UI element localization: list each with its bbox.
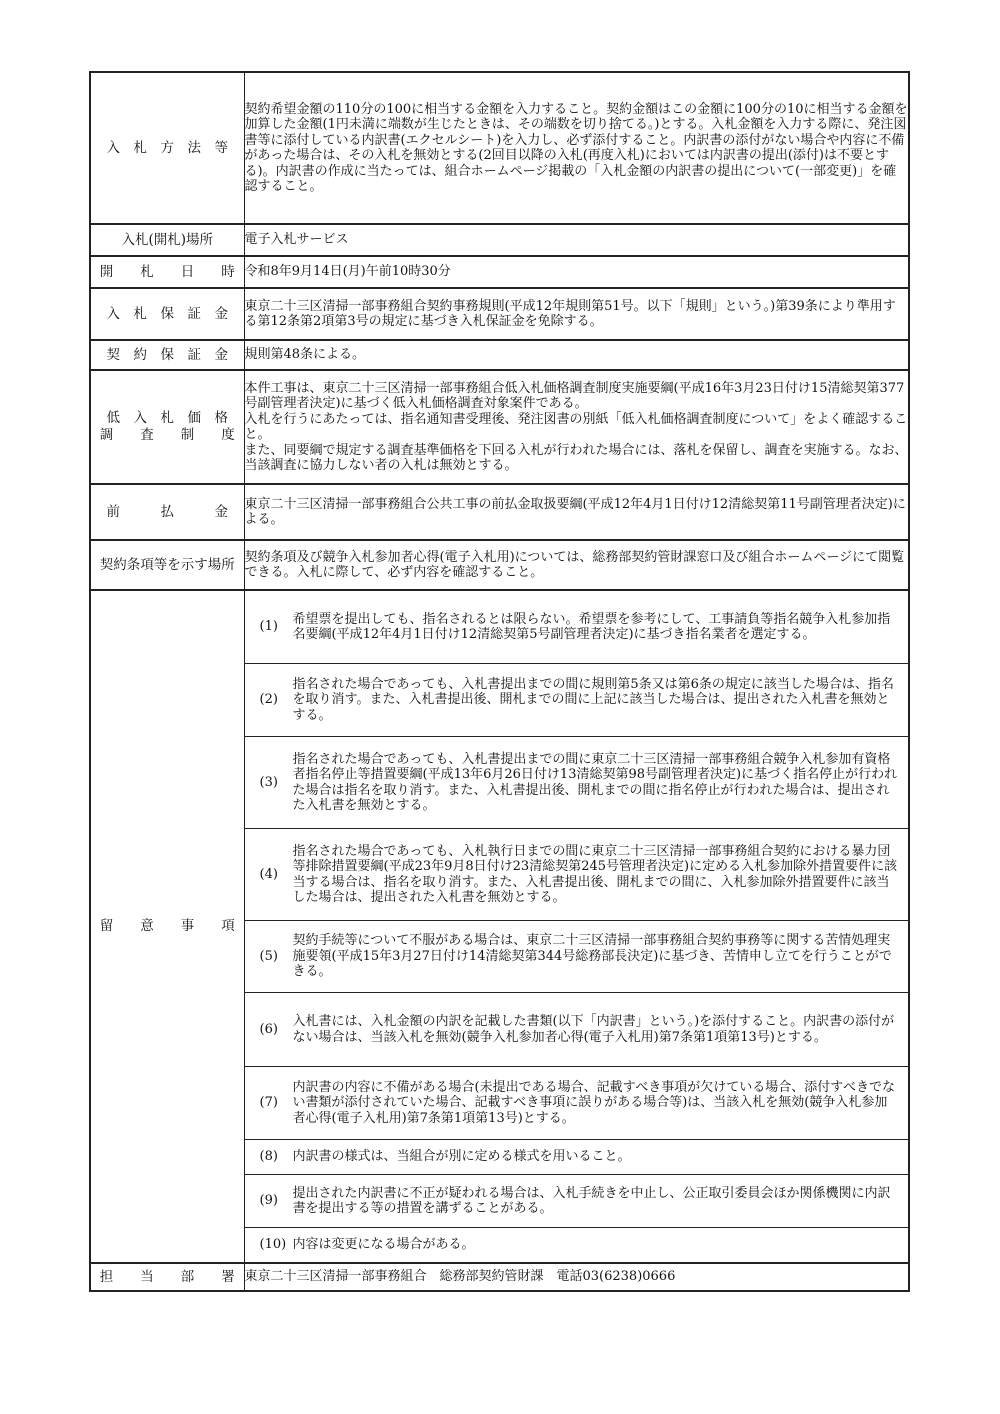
note-text: 内訳書の内容に不備がある場合(未提出である場合、記載すべき事項が欠けている場合、添付すべきでない書類が添付されていた場合、記載すべき事項に誤りがある場合等)は、当該入札を無効(競争入札参加者心得(電子入札用)第7条第1項第13号)とする。 [292,1079,896,1126]
text-contract-terms-location: 契約条項及び競争入札参加者心得(電子入札用)については、総務部契約管財課窓口及び組合ホームページにて閲覧できる。入札に際して、必ず内容を確認すること。 [244,540,909,590]
row-bid-bond [90,288,909,340]
note-text: 入札書には、入札金額の内訳を記載した書類(以下「内訳書」という。)を添付すること。内訳書の添付がない場合は、当該入札を無効(競争入札参加者心得(電子入札用)第7条第1項第13号)とする。 [292,1014,895,1045]
low-bid-survey-paragraph-1: 本件工事は、東京二十三区清掃一部事務組合低入札価格調査制度実施要綱(平成16年3月23日付け15清総契第377号副管理者決定)に基づく低入札価格調査対象案件である。 [244,380,905,411]
label-notes: 留 意 事 項 [90,590,244,1263]
text-bid-bond: 東京二十三区清掃一部事務組合契約事務規則(平成12年規則第51号。以下「規則」という。)第39条により準用する第12条第2項第3号の規定に基づき入札保証金を免除する。 [244,288,909,340]
row-bid-location [90,224,909,256]
note-item [245,1175,909,1228]
note-number: (2) [259,692,278,708]
low-bid-survey-paragraph-3: また、同要綱で規定する調査基準価格を下回る入札が行われた場合には、落札を保留し、調査を実施する。なお、当該調査に協力しない者の入札は無効とする。 [244,442,908,473]
note-number: (1) [259,619,278,635]
note-text: 希望票を提出しても、指名されるとは限らない。希望票を参考にして、工事請負等指名競争入札参加指名要綱(平成12年4月1日付け12清総契第5号副管理者決定)に基づき指名業者を選定する。 [292,611,891,642]
note-item [245,829,909,921]
text-bid-location: 電子入札サービス [244,224,909,256]
row-contact [90,1263,909,1291]
label-contract-bond: 契 約 保 証 金 [90,340,244,370]
row-contract-terms-location [90,540,909,590]
low-bid-survey-paragraph-2: 入札を行うにあたっては、指名通知書受理後、発注図書の別紙「低入札価格調査制度について」をよく確認すること。 [244,411,908,442]
note-item [245,737,909,829]
note-text: 契約手続等について不服がある場合は、東京二十三区清掃一部事務組合契約事務等に関する苦情処理実施要領(平成15年3月27日付け14清総契第344号総務部長決定)に基づき、苦情申し立てを行うことができる。 [292,933,892,980]
row-low-bid-survey [90,370,909,484]
text-low-bid-survey [244,370,909,484]
text-bidding-method: 契約希望金額の110分の100に相当する金額を入力すること。契約金額はこの金額に100分の10に相当する金額を加算した金額(1円未満に端数が生じたときは、その端数を切り捨てる。)とする。入札金額を入力する際に、発注図書等に添付している内訳書(エクセルシート)を入力し、必ず添付すること。内訳書の添付がない場合や内容に不備があった場合は、その入札を無効とする(2回目以降の入札(再度入札)においては内訳書の提出(添付)は不要とする)。内訳書の作成に当たっては、組合ホームページ掲載の「入札金額の内訳書の提出について(一部変更)」を確認すること。 [244,72,909,224]
note-item [245,1067,909,1140]
label-contact: 担 当 部 署 [90,1263,244,1291]
note-number: (8) [259,1149,278,1165]
note-number: (5) [259,948,278,964]
label-bid-bond: 入 札 保 証 金 [90,288,244,340]
note-item [245,1228,909,1263]
note-text: 指名された場合であっても、入札執行日までの間に東京二十三区清掃一部事務組合契約における暴力団等排除措置要綱(平成23年9月8日付け23清総契第245号管理者決定)に定める入札参加除外措置要件に該当する場合は、指名を取り消す。また、入札書提出後、開札までの間に、入札参加除外措置要件に該当した場合は、提出された入札書を無効とする。 [292,843,898,905]
label-advance-payment: 前 払 金 [90,484,244,540]
label-opening-datetime: 開 札 日 時 [90,256,244,288]
text-contract-bond: 規則第48条による。 [244,340,909,370]
text-contact: 東京二十三区清掃一部事務組合 総務部契約管財課 電話03(6238)0666 [244,1263,909,1291]
text-opening-datetime: 令和8年9月14日(月)午前10時30分 [244,256,909,288]
note-number: (4) [259,866,278,882]
notes-list [245,591,909,1262]
note-item [245,921,909,993]
text-advance-payment: 東京二十三区清掃一部事務組合公共工事の前払金取扱要綱(平成12年4月1日付け12清総契第11号副管理者決定)による。 [244,484,909,540]
note-number: (9) [259,1193,278,1209]
label-bidding-method: 入 札 方 法 等 [90,72,244,224]
row-notes [90,590,909,1263]
label-low-bid-survey-line2: 調 査 制 度 [99,427,235,443]
note-number: (3) [259,774,278,790]
tender-notice-table [89,71,910,1292]
label-low-bid-survey [90,370,244,484]
note-text: 指名された場合であっても、入札書提出までの間に規則第5条又は第6条の規定に該当した場合は、指名を取り消す。また、入札書提出後、開札までの間に上記に該当した場合は、提出された入札書を無効とする。 [292,676,894,723]
note-text: 提出された内訳書に不正が疑われる場合は、入札手続きを中止し、公正取引委員会ほか関係機関に内訳書を提出する等の措置を講ずることがある。 [292,1185,891,1216]
row-contract-bond [90,340,909,370]
label-low-bid-survey-line1: 低 入 札 価 格 [106,410,228,426]
row-advance-payment [90,484,909,540]
notes-cell [244,590,909,1263]
note-text: 指名された場合であっても、入札書提出までの間に東京二十三区清掃一部事務組合競争入札参加有資格者指名停止等措置要綱(平成13年6月26日付け13清総契第98号副管理者決定)に基づく指名停止が行われた場合は指名を取り消す。また、入札書提出後、開札までの間に指名停止が行われた場合は、提出された入札書を無効とする。 [292,751,898,813]
note-number: (7) [259,1095,278,1111]
note-number: (6) [259,1021,278,1037]
label-contract-terms-location: 契約条項等を示す場所 [90,540,244,590]
note-item [245,993,909,1067]
note-item [245,1140,909,1175]
note-text: 内訳書の様式は、当組合が別に定める様式を用いること。 [292,1149,631,1165]
note-item [245,664,909,737]
label-bid-location: 入札(開札)場所 [90,224,244,256]
row-opening-datetime [90,256,909,288]
note-number: (10) [259,1237,287,1253]
note-text: 内容は変更になる場合がある。 [292,1237,475,1253]
row-bidding-method [90,72,909,224]
note-item [245,591,909,664]
